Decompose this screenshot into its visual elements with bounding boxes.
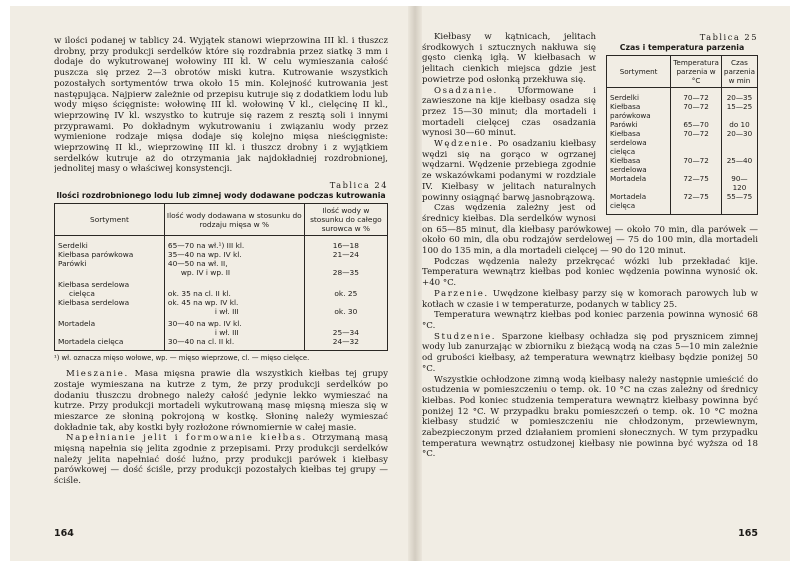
table-25 [606,55,758,215]
parzenie-heading: Parzenie. [434,288,489,299]
wedzenie-heading: Wędzenie. [434,139,494,150]
right-page-number: 165 [738,528,758,539]
wedzenie-temperature-paragraph: Podczas wędzenia należy przekręcać wózki lub przekładać kije. Temperatura wewnątrz kiełbas pod koniec wędzenia powinna wynosić ok. +40 °C. [422,256,758,289]
table-24-cell-amount: ok. 45 na wp. IV kl. [164,298,304,307]
wedzenie-time-paragraph: Czas wędzenia zależny jest od średnicy kiełbas. Dla serdelków wynosi on 65—85 minut, dla kiełbasy parówkowej — około 70 min, dla parówek — około 60 min, dla obu rodzajów serdelowej — 75 do 100 min, dla mortadeli 100 do 135 min, a dla mortadeli cielęcej — 90 do 120 minut. [422,203,758,257]
table-25-cell-name: Kiełbasa serdelowa [607,156,671,174]
table-25-cell-temp: 65—70 [671,120,722,129]
table-24-cell-amount: ok. 35 na cl. II kl. [164,289,304,298]
table-24-cell-amount: 30—40 na wp. IV kl. [164,316,304,328]
table-24-cell-total: 16—18 [304,236,387,251]
right-intro-paragraph: Kiełbasy w kątnicach, jelitach środkowych i sztucznych nakłuwa się gęsto cienką igłą. W kiełbasach w jelitach cienkich miejsca gdzie jest powietrze pod osłonką przekłuwa się. [422,32,596,85]
book-gutter [408,6,422,561]
parzenie-temperature-paragraph: Temperatura wewnątrz kiełbas pod koniec parzenia powinna wynosić 68 °C. [422,310,758,331]
table-24-cell-total [304,298,387,307]
table-row [55,289,388,298]
table-25-cell-name: Parówki [607,120,671,129]
right-page [422,6,758,561]
parzenie-paragraph [422,289,758,310]
table-24-cell-name [55,268,165,277]
table-24-cell-name: Kiełbasa parówkowa [55,250,165,259]
table-row [55,328,388,337]
table-row [55,298,388,307]
table-25-cell-temp: 70—72 [671,129,722,156]
table-25-cell-name: Serdelki [607,88,671,103]
table-25-header-temperature: Temperatura parzenia w °C [671,56,722,88]
napelnianie-heading: Napełnianie jelit i formowanie kiełbas. [66,433,307,444]
table-row [55,250,388,259]
table-24-header-sortyment: Sortyment [55,204,165,236]
table-24-cell-total [304,259,387,268]
table-24-cell-amount: i wł. III [164,307,304,316]
table-25-cell-time: 55—75 [721,192,757,215]
mieszanie-text: Masa mięsna prawie dla wszystkich kiełbas tej grupy zostaje wymieszana na kutrze z tym, że przy produkcji serdelków po dodaniu tłuszczu drobnego należy całość jedynie lekko wymieszać na kutrze. Przy produkcji mortadeli wykutrowaną masę mięsną miesza się w mieszarce ze słoniną pokrojoną w kostkę. Słoninę należy wymieszać dokładnie tak, aby kostki były rozłożone równomiernie w całej masie. [54,369,388,433]
table-24-cell-name: Serdelki [55,236,165,251]
table-25-cell-temp: 72—75 [671,174,722,192]
table-24-cell-total [304,277,387,289]
table-25-cell-temp: 70—72 [671,88,722,103]
table-row [55,268,388,277]
table-24-cell-amount: 30—40 na cl. II kl. [164,337,304,351]
table-24-cell-amount: i wł. III [164,328,304,337]
table-24-header-water-meat: Ilość wody dodawana w stosunku do rodzaju mięsa w % [164,204,304,236]
table-24-cell-name: Parówki [55,259,165,268]
table-row [55,316,388,328]
table-25-cell-time: 20—35 [721,88,757,103]
table-25-cell-name: Kiełbasa serdelowa cielęca [607,129,671,156]
table-row [55,259,388,268]
book-spread [10,6,790,561]
table-24-cell-name: cielęca [55,289,165,298]
table-24-cell-total: 28—35 [304,268,387,277]
table-25-header-time: Czas parzenia w min [721,56,757,88]
table-row [55,307,388,316]
table-24-cell-total: ok. 30 [304,307,387,316]
napelnianie-text: Otrzymaną masą mięsną napełnia się jelita zgodnie z przepisami. Przy produkcji serdelków należy jelita napełniać dość luźno, przy produkcji parówek i kiełbasy parówkowej — dość ściśle, przy produkcji pozostałych kiełbas tej grupy — ściśle. [54,433,388,487]
wedzenie-text: Po osadzaniu kiełbasy wędzi się na gorąco w ogrzanej wędzarni. Wędzenie przebiega zgodnie ze wskazówkami podanymi w rozdziale IV. Kiełbasy w jelitach naturalnych powinny osiągnąć barwę jasnobrązową. [422,139,597,203]
table-25-label: Tablica 25 [699,32,758,42]
left-intro-paragraph: w ilości podanej w tablicy 24. Wyjątek stanowi wieprzowina III kl. i tłuszcz drobny, przy produkcji serdelków które się rozdrabnia przez siatkę 3 mm i dodaje do wykutrowanej wołowiny III kl. W celu wymieszania całość puszcza się przez 2—3 obrotów miski kutra. Kutrowanie wszystkich pozostałych sortymentów trwa około 15 min. Kolejność kutrowania jest następująca. Najpierw zależnie od przepisu kutruje się z dodatkiem lodu lub wody mięso ścięgniste: wołowinę III kl. wołowinę V kl., cielęcinę II kl., wieprzowinę IV kl. wszystko to kutruje się razem z resztą soli i innymi przyprawami. Po dokładnym wykutrowaniu i związaniu wody przez wymienione rodzaje mięsa dodaje się kolejno mięsa nieścięgniste: wieprzowinę II kl., wieprzowinę III kl. i tłuszcz drobny i z wyjątkiem serdelków kutruje aż do otrzymania jak najdokładniej rozdrobnionej, jednolitej masy o właściwej konsystencji. [54,36,388,175]
table-row [607,120,758,129]
table-24-cell-amount: 65—70 na wł.¹) III kl. [164,236,304,251]
table-25-header-sortyment: Sortyment [607,56,671,88]
table-24-cell-amount: wp. IV i wp. II [164,268,304,277]
table-24-cell-total: 24—32 [304,337,387,351]
table-25-block [606,32,758,215]
table-24-cell-total: ok. 25 [304,289,387,298]
table-row [607,88,758,103]
table-24-footnote: ¹) wł. oznacza mięso wołowe, wp. — mięso wieprzowe, cl. — mięso cielęce. [54,354,310,363]
table-row [607,129,758,156]
parzenie-text: Uwędzone kiełbasy parzy się w komorach parowych lub w kotłach w czasie i w temperaturze, podanych w tablicy 25. [422,288,758,310]
table-24-cell-name: Mortadela [55,316,165,328]
table-24-cell-name: Kiełbasa serdelowa [55,298,165,307]
table-row [55,277,388,289]
table-row [607,102,758,120]
table-24-cell-amount [164,277,304,289]
table-25-cell-time: 20—30 [721,129,757,156]
table-24-cell-total [304,316,387,328]
table-25-cell-time: do 10 [721,120,757,129]
studzenie-paragraph [422,332,758,375]
table-row [55,236,388,251]
table-24 [54,203,388,351]
table-24-cell-amount: 35—40 na wp. IV kl. [164,250,304,259]
table-row [607,174,758,192]
table-24-cell-name: Kiełbasa serdelowa [55,277,165,289]
table-25-cell-name: Kiełbasa parówkowa [607,102,671,120]
table-25-cell-temp: 72—75 [671,192,722,215]
table-24-caption: Ilości rozdrobnionego lodu lub zimnej wody dodawane podczas kutrowania [56,191,386,201]
table-25-cell-temp: 70—72 [671,102,722,120]
napelnianie-paragraph [54,433,388,487]
table-row [55,337,388,351]
studzenie-heading: Studzenie. [434,331,497,342]
table-row [607,156,758,174]
table-25-cell-temp: 70—72 [671,156,722,174]
table-24-label: Tablica 24 [329,180,388,191]
table-24-cell-amount: 40—50 na wł. II, [164,259,304,268]
table-25-cell-time: 15—25 [721,102,757,120]
table-24-cell-total: 25—34 [304,328,387,337]
mieszanie-paragraph [54,369,388,433]
table-25-cell-time: 25—40 [721,156,757,174]
studzenie-text: Sparzone kiełbasy ochładza się pod prysznicem zimnej wody lub zanurzając w zbiorniku z bieżącą wodą na czas 5—10 min zależnie od grubości kiełbasy, aż temperatura wewnątrz kiełbasy będzie poniżej 50 °C. [422,331,758,374]
table-24-cell-name [55,307,165,316]
table-25-caption: Czas i temperatura parzenia [619,43,745,52]
studzenie-storage-paragraph: Wszystkie ochłodzone zimną wodą kiełbasy należy następnie umieścić do ostudzenia w pomieszczeniu o temp. ok. 10 °C na czas zależny od średnicy kiełbas. Pod koniec studzenia temperatura wewnątrz kiełbasy powinna być poniżej 12 °C. W przypadku braku pomieszczeń o temp. ok. 10 °C można kiełbasy studzić w pomieszczeniu nie chłodzonym, przewiewnym, zabezpieczonym przed działaniem promieni słonecznych. W tym przypadku temperatura wewnątrz ostudzonej kiełbasy nie powinna być wyższa od 18 °C. [422,374,758,460]
table-24-cell-total: 21—24 [304,250,387,259]
table-25-cell-name: Mortadela cielęca [607,192,671,215]
table-25-cell-time: 90—120 [721,174,757,192]
table-row [607,192,758,215]
mieszanie-heading: Mieszanie. [66,369,129,380]
left-page [54,6,388,561]
table-24-cell-name: Mortadela cielęca [55,337,165,351]
left-page-number: 164 [54,528,74,539]
table-25-cell-name: Mortadela [607,174,671,192]
table-24-header-water-total: Ilość wody w stosunku do całego surowca w % [304,204,387,236]
osadzanie-text: Uformowane i zawieszone na kije kiełbasy osadza się przez 15—30 minut; dla mortadeli i mortadeli cielęcej czas osadzania wynosi 30—60 minut. [422,85,596,139]
osadzanie-heading: Osadzanie. [434,85,498,96]
table-24-cell-name [55,328,165,337]
